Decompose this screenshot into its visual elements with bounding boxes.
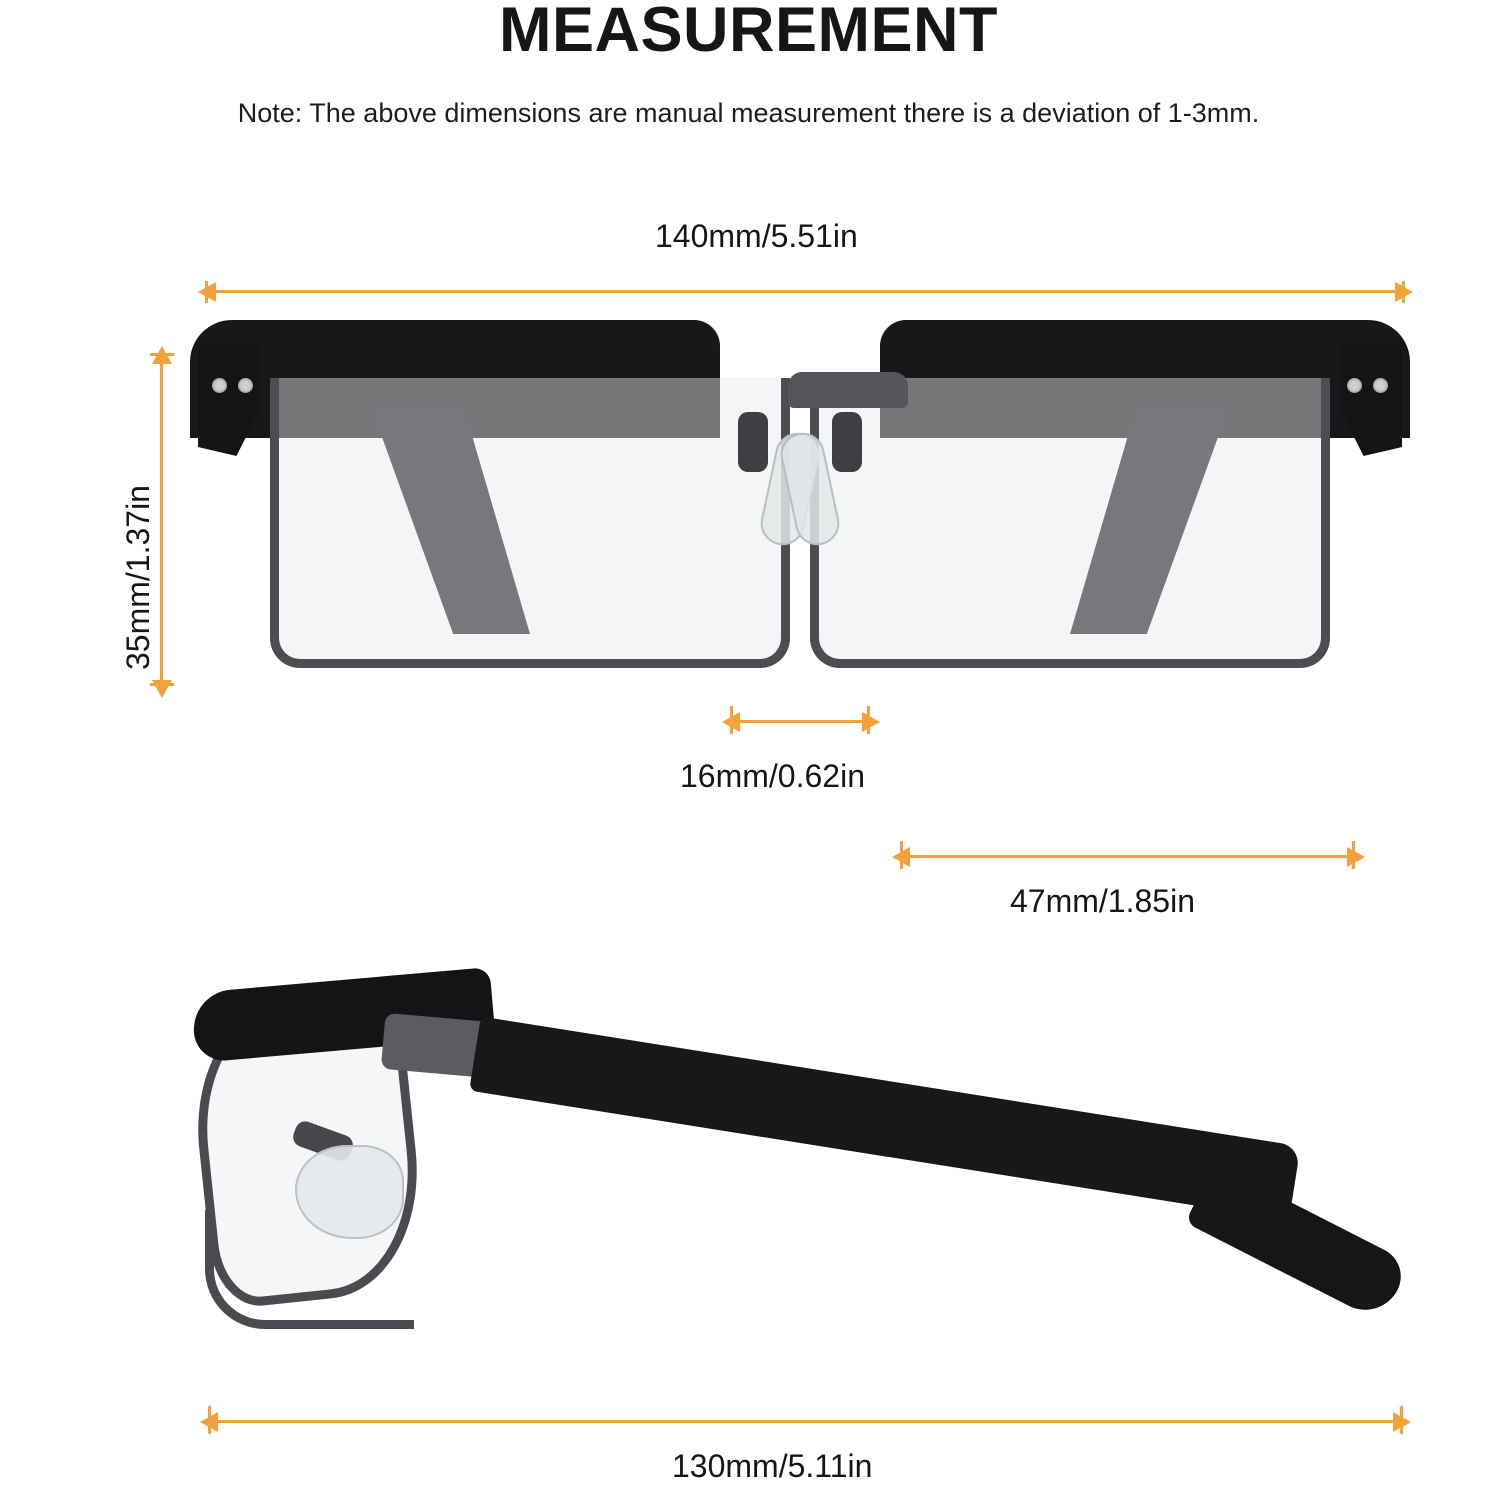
screw-icon xyxy=(238,378,253,393)
side-view-glasses xyxy=(175,960,1425,1350)
page-title: MEASUREMENT xyxy=(498,0,998,65)
hinge-tab-left xyxy=(198,344,260,456)
nose-pad-arm-right xyxy=(832,412,862,472)
screw-icon xyxy=(1347,378,1362,393)
front-view-glasses xyxy=(190,320,1410,690)
dimension-tick xyxy=(150,353,174,356)
dimension-temple-length-line xyxy=(208,1420,1403,1423)
dimension-total-width-line xyxy=(205,290,1405,293)
dimension-tick xyxy=(205,281,208,303)
arrow-right-icon xyxy=(1347,847,1365,867)
side-nose-pad xyxy=(295,1145,404,1239)
dimension-tick xyxy=(1400,1406,1403,1434)
hinge-tab-right xyxy=(1340,344,1402,456)
measurement-note: Note: The above dimensions are manual measurement there is a deviation of 1-3mm. xyxy=(237,98,1260,128)
dimension-tick xyxy=(1352,841,1355,869)
side-temple-tip xyxy=(1185,1164,1411,1323)
dimension-tick xyxy=(1402,281,1405,303)
dimension-tick xyxy=(208,1406,211,1434)
lens-left xyxy=(270,378,790,668)
bridge xyxy=(788,372,908,408)
lens-right xyxy=(810,378,1330,668)
dimension-lens-width-label: 47mm/1.85in xyxy=(1010,883,1195,919)
side-temple-arm xyxy=(469,1016,1301,1220)
dimension-tick xyxy=(150,683,174,686)
screw-icon xyxy=(212,378,227,393)
nose-pad-arm-left xyxy=(738,412,768,472)
screw-icon xyxy=(1373,378,1388,393)
dimension-lens-height-label: 35mm/1.37in xyxy=(120,485,156,670)
dimension-bridge-width-label: 16mm/0.62in xyxy=(680,758,865,794)
dimension-total-width-label: 140mm/5.51in xyxy=(655,218,858,254)
dimension-lens-width-line xyxy=(900,855,1355,858)
dimension-lens-height-line xyxy=(160,355,163,685)
dimension-tick xyxy=(730,706,733,734)
dimension-tick xyxy=(867,706,870,734)
dimension-temple-length-label: 130mm/5.11in xyxy=(672,1448,873,1484)
dimension-bridge-width-line xyxy=(730,720,870,723)
arrow-right-icon xyxy=(862,712,880,732)
dimension-tick xyxy=(900,841,903,869)
